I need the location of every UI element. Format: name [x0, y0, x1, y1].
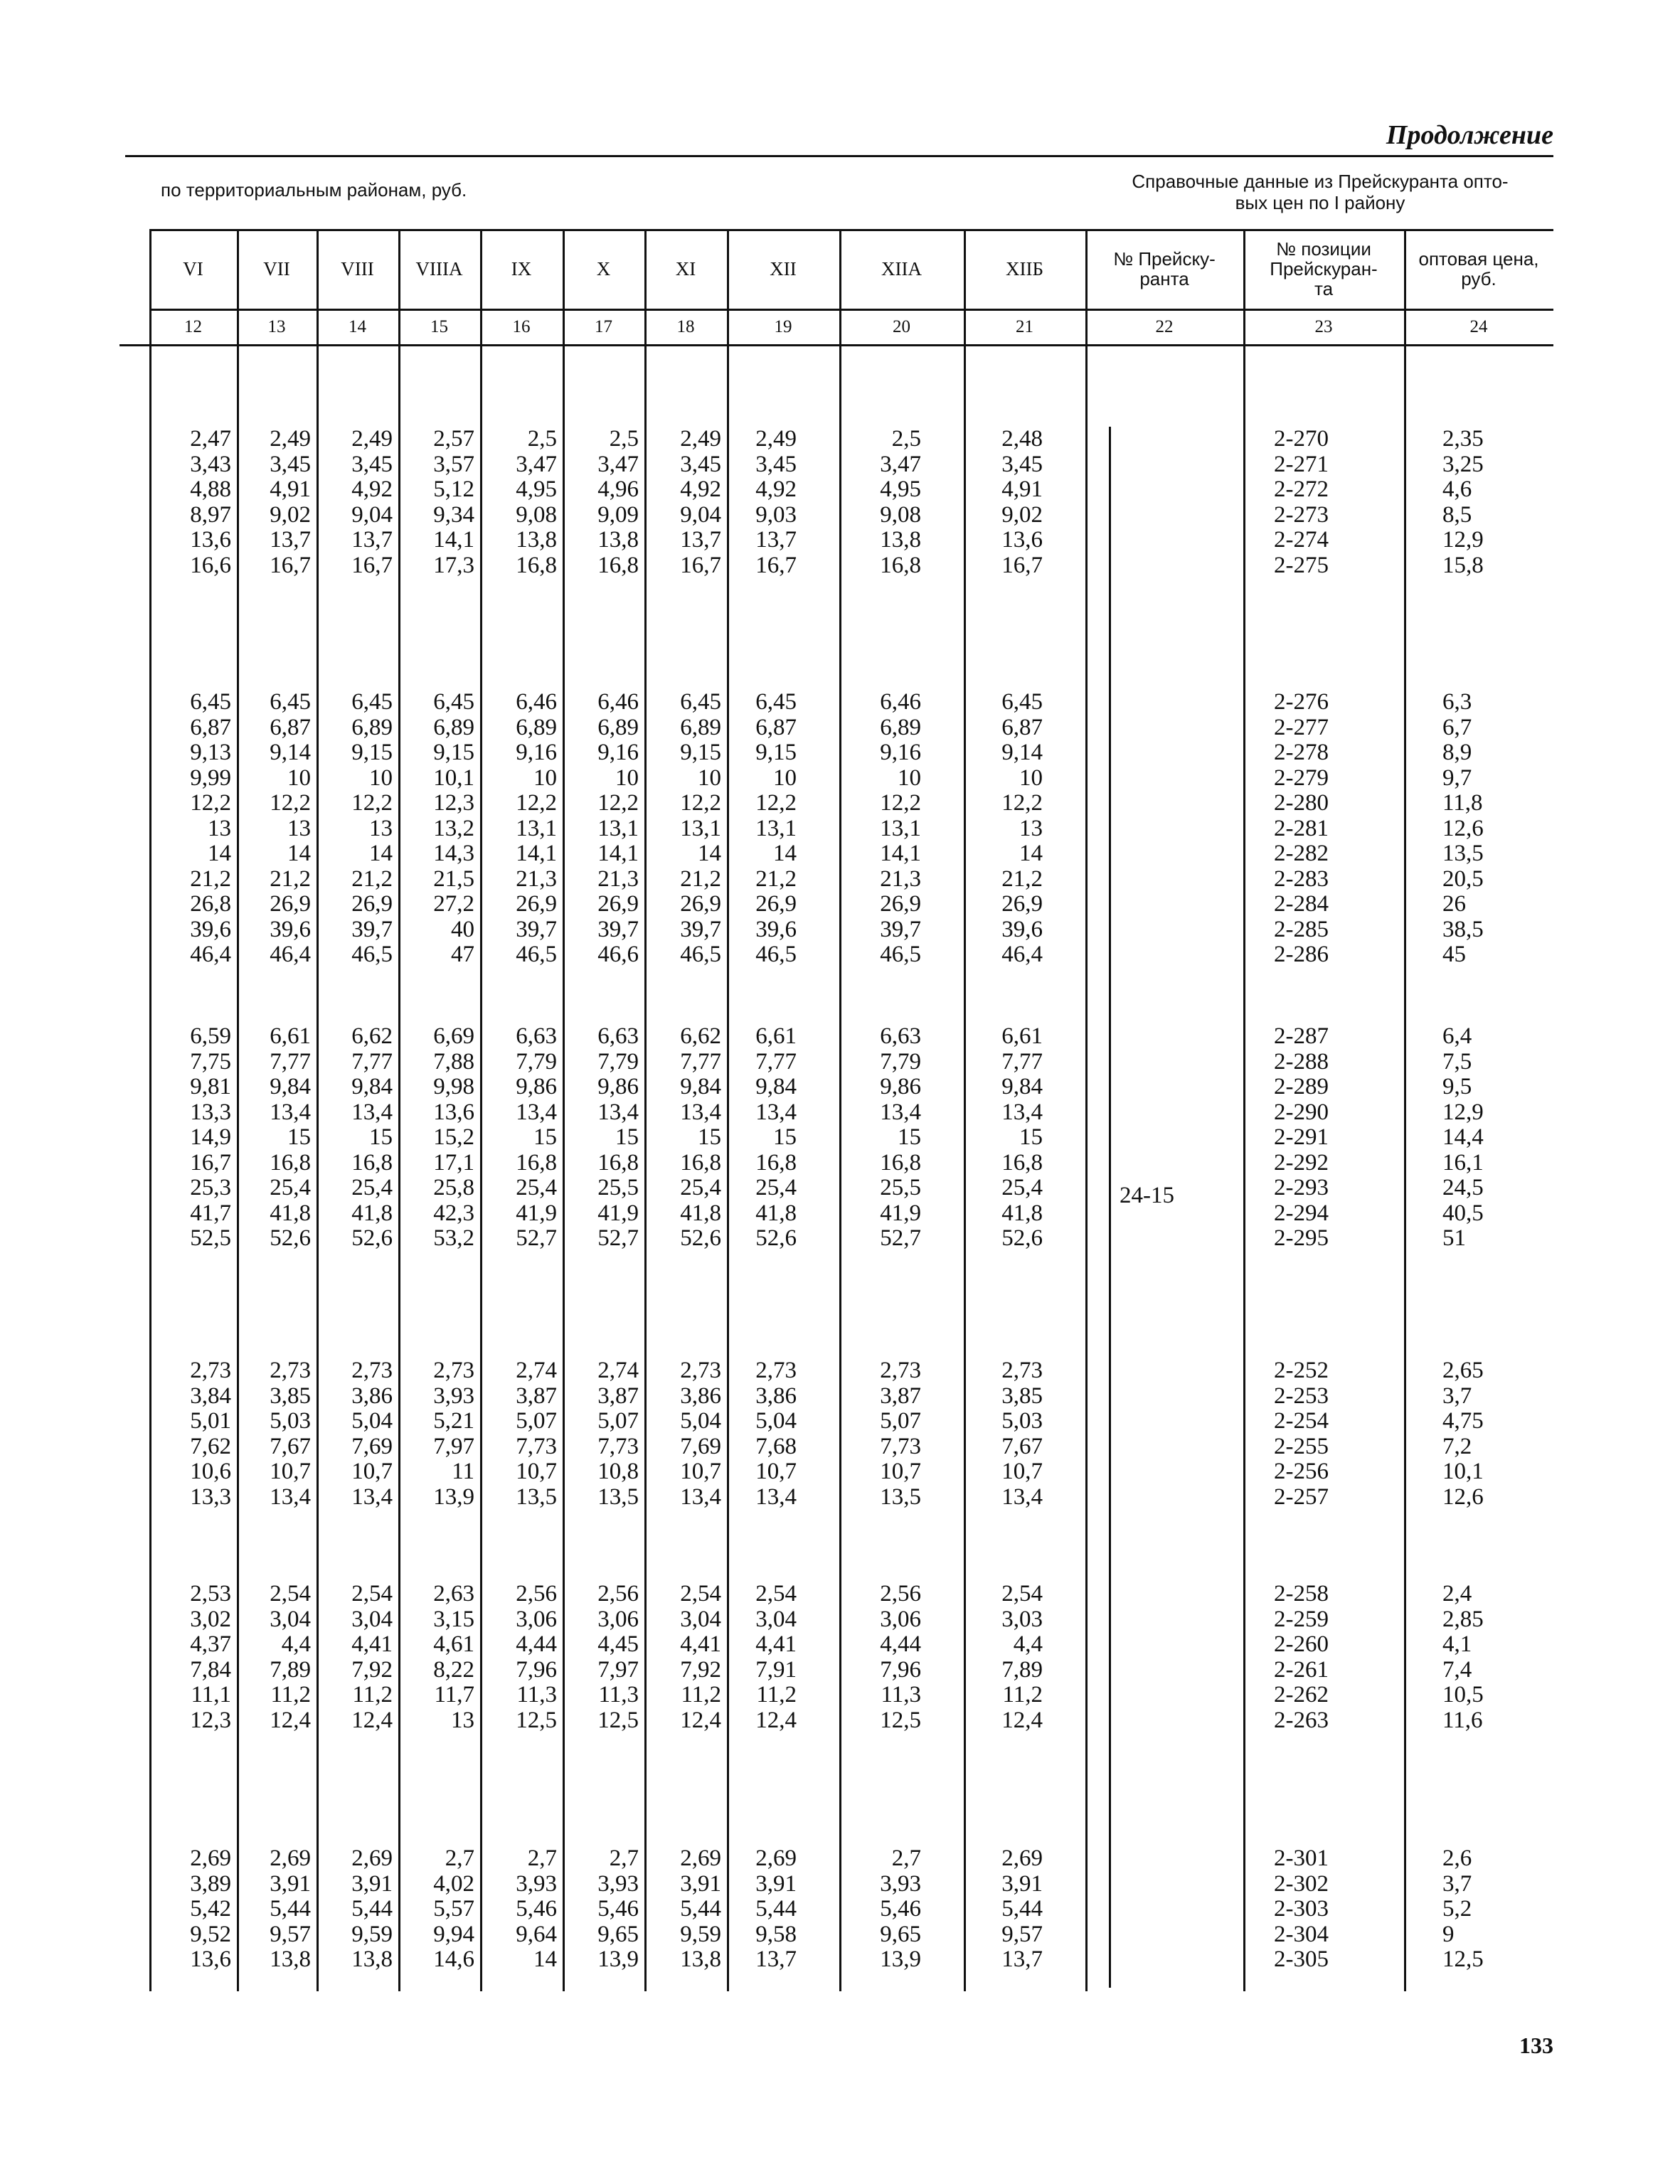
column-header: VIIIА — [415, 258, 463, 279]
data-cell: 2,73 3,84 5,01 7,62 10,6 13,3 — [190, 1358, 231, 1510]
data-cell: 2,73 3,85 5,03 7,67 10,7 13,4 — [270, 1358, 311, 1510]
continued-label: Продолжение — [1386, 120, 1553, 150]
column-number: 13 — [267, 317, 286, 336]
data-cell: 2,73 3,85 5,03 7,67 10,7 13,4 — [1001, 1358, 1043, 1510]
data-cell: 2,69 3,91 5,44 9,57 13,8 — [270, 1845, 311, 1972]
pricelist-number: 24-15 — [1120, 1183, 1174, 1208]
data-cell: 2,49 3,45 4,91 9,02 13,7 16,7 — [270, 426, 311, 578]
column-number: 24 — [1469, 317, 1488, 336]
data-cell: 6,46 6,89 9,16 10 12,2 13,1 14,1 21,3 26,9 39,7 46,6 — [597, 689, 639, 967]
colnum-bottom-rule — [119, 344, 1553, 346]
data-cell: 6,45 6,89 9,15 10 12,2 13,1 14 21,2 26,9 39,7 46,5 — [680, 689, 721, 967]
data-cell: 2,49 3,45 4,92 9,03 13,7 16,7 — [755, 426, 797, 578]
column-number: 12 — [184, 317, 202, 336]
data-cell: 2,7 4,02 5,57 9,94 14,6 — [433, 1845, 474, 1972]
header-group-rule — [149, 229, 1553, 231]
data-cell: 2-258 2-259 2-260 2-261 2-262 2-263 — [1274, 1581, 1329, 1733]
data-cell: 2,74 3,87 5,07 7,73 10,7 13,5 — [516, 1358, 557, 1510]
data-cell: 6,45 6,87 9,15 10 12,2 13,1 14 21,2 26,9 39,6 46,5 — [755, 689, 797, 967]
column-number: 23 — [1314, 317, 1333, 336]
column-header: № Прейску- ранта — [1113, 248, 1216, 289]
data-cell: 2,7 3,93 5,46 9,64 14 — [516, 1845, 557, 1972]
data-cell: 6,61 7,77 9,84 13,4 15 16,8 25,4 41,8 52,6 — [270, 1023, 311, 1251]
data-cell: 2,63 3,15 4,61 8,22 11,7 13 — [433, 1581, 474, 1733]
district-prices-title: по территориальным районам, руб. — [161, 179, 467, 201]
data-cell: 2-276 2-277 2-278 2-279 2-280 2-281 2-282 2-283 2-284 2-285 2-286 — [1274, 689, 1329, 967]
data-cell: 2,56 3,06 4,44 7,96 11,3 12,5 — [880, 1581, 921, 1733]
data-cell: 2,54 3,04 4,41 7,92 11,2 12,4 — [680, 1581, 721, 1733]
reference-data-title: Справочные данные из Прейскуранта опто- вых цен по I району — [1132, 171, 1509, 213]
data-cell: 2,6 3,7 5,2 9 12,5 — [1442, 1845, 1484, 1972]
data-cell: 2,69 3,91 5,44 9,58 13,7 — [755, 1845, 797, 1972]
column-header: IX — [511, 258, 532, 279]
data-cell: 6,45 6,89 9,15 10,1 12,3 13,2 14,3 21,5 27,2 40 47 — [433, 689, 474, 967]
data-cell: 6,63 7,79 9,86 13,4 15 16,8 25,5 41,9 52,7 — [597, 1023, 639, 1251]
data-cell: 6,62 7,77 9,84 13,4 15 16,8 25,4 41,8 52,6 — [680, 1023, 721, 1251]
data-cell: 2,73 3,86 5,04 7,69 10,7 13,4 — [680, 1358, 721, 1510]
data-cell: 6,45 6,87 9,13 9,99 12,2 13 14 21,2 26,8 39,6 46,4 — [190, 689, 231, 967]
data-cell: 2,69 3,91 5,44 9,59 13,8 — [680, 1845, 721, 1972]
data-cell: 2,5 3,47 4,96 9,09 13,8 16,8 — [597, 426, 639, 578]
column-number: 18 — [676, 317, 695, 336]
data-cell: 6,4 7,5 9,5 12,9 14,4 16,1 24,5 40,5 51 — [1442, 1023, 1484, 1251]
column-number: 16 — [512, 317, 531, 336]
column-rule — [1404, 229, 1406, 1991]
column-number: 20 — [893, 317, 910, 336]
group-brace — [1099, 427, 1111, 1988]
data-cell: 2,56 3,06 4,45 7,97 11,3 12,5 — [597, 1581, 639, 1733]
data-cell: 2,49 3,45 4,92 9,04 13,7 16,7 — [351, 426, 393, 578]
data-cell: 2,53 3,02 4,37 7,84 11,1 12,3 — [190, 1581, 231, 1733]
data-cell: 6,61 7,77 9,84 13,4 15 16,8 25,4 41,8 52,6 — [755, 1023, 797, 1251]
data-cell: 2,69 3,91 5,44 9,57 13,7 — [1001, 1845, 1043, 1972]
header-bottom-rule — [149, 309, 1553, 311]
data-cell: 2,73 3,87 5,07 7,73 10,7 13,5 — [880, 1358, 921, 1510]
column-number: 14 — [349, 317, 366, 336]
data-cell: 2,73 3,86 5,04 7,69 10,7 13,4 — [351, 1358, 393, 1510]
data-cell: 6,63 7,79 9,86 13,4 15 16,8 25,4 41,9 52,7 — [516, 1023, 557, 1251]
data-cell: 2-301 2-302 2-303 2-304 2-305 — [1274, 1845, 1329, 1972]
data-cell: 2,35 3,25 4,6 8,5 12,9 15,8 — [1442, 426, 1484, 578]
data-cell: 6,45 6,87 9,14 10 12,2 13 14 21,2 26,9 39,6 46,4 — [270, 689, 311, 967]
column-number: 21 — [1016, 317, 1033, 336]
data-cell: 6,62 7,77 9,84 13,4 15 16,8 25,4 41,8 52,6 — [351, 1023, 393, 1251]
data-cell: 2,47 3,43 4,88 8,97 13,6 16,6 — [190, 426, 231, 578]
data-cell: 2,48 3,45 4,91 9,02 13,6 16,7 — [1001, 426, 1043, 578]
data-cell: 2,7 3,93 5,46 9,65 13,9 — [880, 1845, 921, 1972]
column-header: XIIА — [881, 258, 922, 279]
data-cell: 6,69 7,88 9,98 13,6 15,2 17,1 25,8 42,3 53,2 — [433, 1023, 474, 1251]
column-number: 17 — [595, 317, 612, 336]
data-cell: 2,5 3,47 4,95 9,08 13,8 16,8 — [516, 426, 557, 578]
data-cell: 2,54 3,04 4,41 7,91 11,2 12,4 — [755, 1581, 797, 1733]
data-cell: 2,49 3,45 4,92 9,04 13,7 16,7 — [680, 426, 721, 578]
column-header: VII — [263, 258, 290, 279]
column-header: XI — [675, 258, 696, 279]
page-number: 133 — [1519, 2033, 1553, 2058]
data-cell: 2,5 3,47 4,95 9,08 13,8 16,8 — [880, 426, 921, 578]
data-cell: 6,46 6,89 9,16 10 12,2 13,1 14,1 21,3 26,9 39,7 46,5 — [516, 689, 557, 967]
data-cell: 2-287 2-288 2-289 2-290 2-291 2-292 2-293 2-294 2-295 — [1274, 1023, 1329, 1251]
column-header: VI — [183, 258, 203, 279]
data-cell: 2,4 2,85 4,1 7,4 10,5 11,6 — [1442, 1581, 1484, 1733]
data-cell: 2,57 3,57 5,12 9,34 14,1 17,3 — [433, 426, 474, 578]
data-cell: 6,45 6,89 9,15 10 12,2 13 14 21,2 26,9 39,7 46,5 — [351, 689, 393, 967]
column-number: 22 — [1155, 317, 1174, 336]
data-cell: 2,73 3,86 5,04 7,68 10,7 13,4 — [755, 1358, 797, 1510]
data-cell: 2,54 3,04 4,41 7,92 11,2 12,4 — [351, 1581, 393, 1733]
column-number: 19 — [774, 317, 792, 336]
column-header: X — [596, 258, 611, 279]
column-header: XIIБ — [1006, 258, 1043, 279]
column-header: VIII — [341, 258, 374, 279]
data-cell: 2,54 3,04 4,4 7,89 11,2 12,4 — [270, 1581, 311, 1733]
data-cell: 2,74 3,87 5,07 7,73 10,8 13,5 — [597, 1358, 639, 1510]
data-cell: 6,3 6,7 8,9 9,7 11,8 12,6 13,5 20,5 26 38,5 45 — [1442, 689, 1484, 967]
data-cell: 2,69 3,91 5,44 9,59 13,8 — [351, 1845, 393, 1972]
data-cell: 2,54 3,03 4,4 7,89 11,2 12,4 — [1001, 1581, 1043, 1733]
data-cell: 2,65 3,7 4,75 7,2 10,1 12,6 — [1442, 1358, 1484, 1510]
data-cell: 2,69 3,89 5,42 9,52 13,6 — [190, 1845, 231, 1972]
column-rule — [1085, 229, 1088, 1991]
data-cell: 6,63 7,79 9,86 13,4 15 16,8 25,5 41,9 52,7 — [880, 1023, 921, 1251]
top-rule — [125, 155, 1553, 157]
column-header: оптовая цена, руб. — [1418, 248, 1539, 289]
column-header: № позиции Прейскуран- та — [1270, 238, 1378, 299]
column-number: 15 — [430, 317, 448, 336]
data-cell: 2-252 2-253 2-254 2-255 2-256 2-257 — [1274, 1358, 1329, 1510]
column-header: XII — [770, 258, 797, 279]
data-cell: 2,7 3,93 5,46 9,65 13,9 — [597, 1845, 639, 1972]
data-cell: 6,61 7,77 9,84 13,4 15 16,8 25,4 41,8 52,6 — [1001, 1023, 1043, 1251]
data-cell: 6,46 6,89 9,16 10 12,2 13,1 14,1 21,3 26,9 39,7 46,5 — [880, 689, 921, 967]
data-cell: 2,56 3,06 4,44 7,96 11,3 12,5 — [516, 1581, 557, 1733]
data-cell: 2-270 2-271 2-272 2-273 2-274 2-275 — [1274, 426, 1329, 578]
data-cell: 2,73 3,93 5,21 7,97 11 13,9 — [433, 1358, 474, 1510]
data-cell: 6,45 6,87 9,14 10 12,2 13 14 21,2 26,9 39,6 46,4 — [1001, 689, 1043, 967]
data-cell: 6,59 7,75 9,81 13,3 14,9 16,7 25,3 41,7 52,5 — [190, 1023, 231, 1251]
